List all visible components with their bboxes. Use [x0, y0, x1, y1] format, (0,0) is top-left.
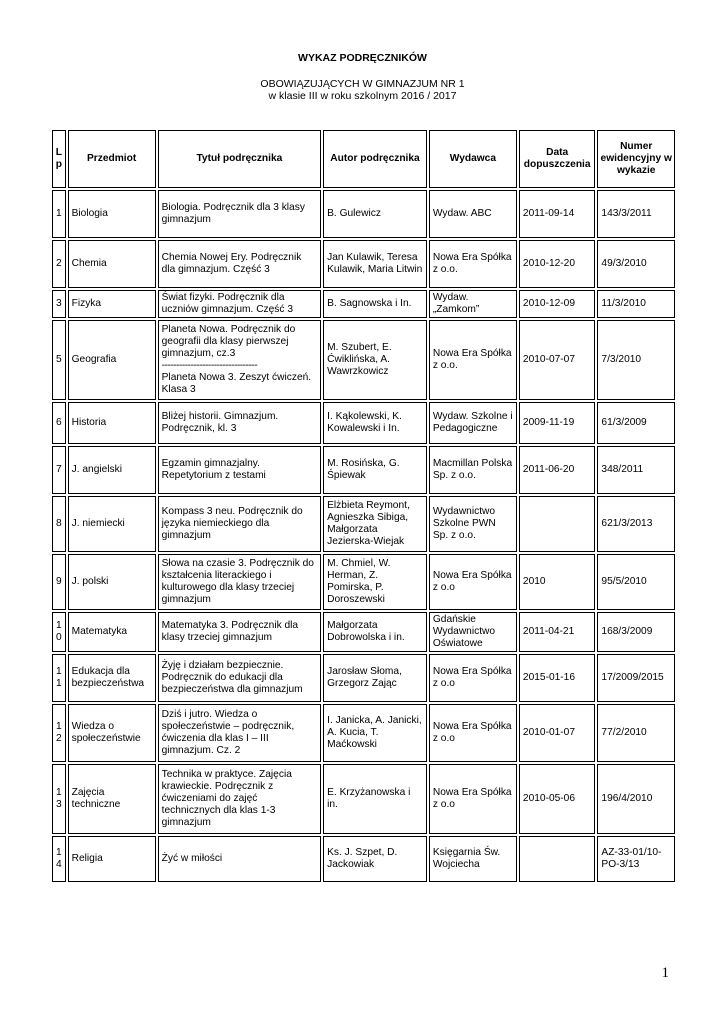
table-row: [52, 554, 675, 610]
header-subject: Przedmiot: [68, 130, 156, 188]
cell-lp: 12: [52, 704, 66, 762]
cell-number: 77/2/2010: [597, 704, 675, 762]
cell-subject: Fizyka: [68, 290, 156, 318]
cell-lp: 11: [52, 654, 66, 702]
table-row: [52, 190, 675, 238]
cell-author: E. Krzyżanowska i in.: [323, 764, 427, 834]
cell-lp: 9: [52, 554, 66, 610]
cell-number: 621/3/2013: [597, 496, 675, 552]
page-number: 1: [661, 965, 669, 981]
cell-date: 2011-04-21: [519, 612, 596, 652]
cell-publisher: Wydawnictwo Szkolne PWN Sp. z o.o.: [429, 496, 517, 552]
header-publisher: Wydawca: [429, 130, 517, 188]
cell-lp: 8: [52, 496, 66, 552]
cell-date: [519, 496, 596, 552]
cell-subject: Geografia: [68, 320, 156, 400]
cell-number: 95/5/2010: [597, 554, 675, 610]
cell-subject: Biologia: [68, 190, 156, 238]
header-lp: Lp: [52, 130, 66, 188]
cell-publisher: Wydaw. ABC: [429, 190, 517, 238]
table-row: [52, 320, 675, 400]
cell-title-main: Planeta Nowa. Podręcznik do geografii dla klasy pierwszej gimnazjum, cz.3: [161, 324, 296, 359]
table-row: [52, 612, 675, 652]
cell-date: 2010-01-07: [519, 704, 596, 762]
cell-title: [158, 320, 321, 400]
cell-lp: 14: [52, 836, 66, 882]
cell-title: Kompass 3 neu. Podręcznik do języka niemieckiego dla gimnazjum: [158, 496, 321, 552]
cell-subject: J. polski: [68, 554, 156, 610]
cell-title: Słowa na czasie 3. Podręcznik do kształcenia literackiego i kulturowego dla klasy trzeciej gimnazjum: [158, 554, 321, 610]
cell-author: Ks. J. Szpet, D. Jackowiak: [323, 836, 427, 882]
cell-subject: Chemia: [68, 240, 156, 288]
cell-title: Biologia. Podręcznik dla 3 klasy gimnazjum: [158, 190, 321, 238]
cell-lp: 3: [52, 290, 66, 318]
cell-author: M. Rosińska, G. Śpiewak: [323, 446, 427, 494]
cell-title-extra: Planeta Nowa 3. Zeszyt ćwiczeń. Klasa 3: [161, 372, 312, 395]
table-row: [52, 446, 675, 494]
cell-author: Małgorzata Dobrowolska i in.: [323, 612, 427, 652]
cell-publisher: Macmillan Polska Sp. z o.o.: [429, 446, 517, 494]
cell-lp: 5: [52, 320, 66, 400]
cell-subject: Historia: [68, 402, 156, 444]
cell-lp: 6: [52, 402, 66, 444]
cell-number: 49/3/2010: [597, 240, 675, 288]
cell-author: I. Kąkolewski, K. Kowalewski i In.: [323, 402, 427, 444]
cell-subject: Religia: [68, 836, 156, 882]
cell-lp: 13: [52, 764, 66, 834]
cell-publisher: Wydaw. Szkolne i Pedagogiczne: [429, 402, 517, 444]
cell-number: 61/3/2009: [597, 402, 675, 444]
cell-number: 7/3/2010: [597, 320, 675, 400]
cell-title: Żyję i działam bezpiecznie. Podręcznik do edukacji dla bezpieczeństwa dla gimnazjum: [158, 654, 321, 702]
cell-date: 2015-01-16: [519, 654, 596, 702]
cell-publisher: Nowa Era Spółka z o.o.: [429, 320, 517, 400]
cell-title: Świat fizyki. Podręcznik dla uczniów gimnazjum. Część 3: [158, 290, 321, 318]
cell-publisher: Nowa Era Spółka z o.o: [429, 554, 517, 610]
cell-author: Jan Kulawik, Teresa Kulawik, Maria Litwin: [323, 240, 427, 288]
header-date: Data dopuszczenia: [519, 130, 596, 188]
cell-subject: Matematyka: [68, 612, 156, 652]
cell-publisher: Wydaw. „Zamkom”: [429, 290, 517, 318]
cell-publisher: Gdańskie Wydawnictwo Oświatowe: [429, 612, 517, 652]
header-title: Tytuł podręcznika: [158, 130, 321, 188]
cell-date: 2010-12-09: [519, 290, 596, 318]
cell-publisher: Nowa Era Spółka z o.o: [429, 654, 517, 702]
cell-number: AZ-33-01/10-PO-3/13: [597, 836, 675, 882]
cell-subject: Wiedza o społeczeństwie: [68, 704, 156, 762]
cell-date: 2010-07-07: [519, 320, 596, 400]
cell-date: 2010: [519, 554, 596, 610]
table-row: [52, 240, 675, 288]
cell-publisher: Nowa Era Spółka z o.o.: [429, 240, 517, 288]
document-title: WYKAZ PODRĘCZNIKÓW: [298, 52, 427, 64]
cell-date: 2011-06-20: [519, 446, 596, 494]
cell-author: M. Szubert, E. Ćwiklińska, A. Wawrzkowicz: [323, 320, 427, 400]
cell-subject: Edukacja dla bezpieczeństwa: [68, 654, 156, 702]
cell-number: 17/2009/2015: [597, 654, 675, 702]
cell-author: M. Chmiel, W. Herman, Z. Pomirska, P. Doroszewski: [323, 554, 427, 610]
cell-publisher: Nowa Era Spółka z o.o: [429, 764, 517, 834]
cell-date: 2010-05-06: [519, 764, 596, 834]
cell-title: Technika w praktyce. Zajęcia krawieckie. Podręcznik z ćwiczeniami do zajęć technicznych dla klas 1-3 gimnazjum: [158, 764, 321, 834]
table-row: [52, 402, 675, 444]
cell-title: Egzamin gimnazjalny. Repetytorium z testami: [158, 446, 321, 494]
cell-title-separator: ---------------------------------: [161, 360, 258, 371]
table-row: [52, 654, 675, 702]
cell-date: 2011-09-14: [519, 190, 596, 238]
cell-subject: J. niemiecki: [68, 496, 156, 552]
cell-lp: 10: [52, 612, 66, 652]
cell-number: 11/3/2010: [597, 290, 675, 318]
document-subtitle-school: OBOWIĄZUJĄCYCH W GIMNAZJUM NR 1: [260, 78, 465, 90]
cell-author: Elżbieta Reymont, Agnieszka Sibiga, Małgorzata Jezierska-Wiejak: [323, 496, 427, 552]
cell-date: [519, 836, 596, 882]
cell-publisher: Nowa Era Spółka z o.o: [429, 704, 517, 762]
cell-date: 2010-12-20: [519, 240, 596, 288]
cell-date: 2009-11-19: [519, 402, 596, 444]
cell-number: 143/3/2011: [597, 190, 675, 238]
textbook-table: [50, 128, 677, 884]
header-number: Numer ewidencyjny w wykazie: [597, 130, 675, 188]
cell-author: B. Gulewicz: [323, 190, 427, 238]
table-row: [52, 764, 675, 834]
cell-author: I. Janicka, A. Janicki, A. Kucia, T. Maćkowski: [323, 704, 427, 762]
cell-title: Matematyka 3. Podręcznik dla klasy trzeciej gimnazjum: [158, 612, 321, 652]
cell-number: 168/3/2009: [597, 612, 675, 652]
cell-publisher: Księgarnia Św. Wojciecha: [429, 836, 517, 882]
table-header-row: [52, 130, 675, 188]
cell-number: 196/4/2010: [597, 764, 675, 834]
table-row: [52, 704, 675, 762]
table-row: [52, 496, 675, 552]
document-subtitle-year: w klasie III w roku szkolnym 2016 / 2017: [268, 90, 457, 102]
cell-title: Dziś i jutro. Wiedza o społeczeństwie – podręcznik, ćwiczenia dla klas I – III gimnazjum. Cz. 2: [158, 704, 321, 762]
table-row: [52, 836, 675, 882]
cell-subject: J. angielski: [68, 446, 156, 494]
cell-subject: Zajęcia techniczne: [68, 764, 156, 834]
cell-lp: 7: [52, 446, 66, 494]
cell-author: Jarosław Słoma, Grzegorz Zając: [323, 654, 427, 702]
cell-title: Żyć w miłości: [158, 836, 321, 882]
cell-title: Bliżej historii. Gimnazjum. Podręcznik, kl. 3: [158, 402, 321, 444]
cell-lp: 2: [52, 240, 66, 288]
cell-number: 348/2011: [597, 446, 675, 494]
cell-author: B. Sagnowska i In.: [323, 290, 427, 318]
header-author: Autor podręcznika: [323, 130, 427, 188]
table-row: [52, 290, 675, 318]
cell-lp: 1: [52, 190, 66, 238]
cell-title: Chemia Nowej Ery. Podręcznik dla gimnazjum. Część 3: [158, 240, 321, 288]
